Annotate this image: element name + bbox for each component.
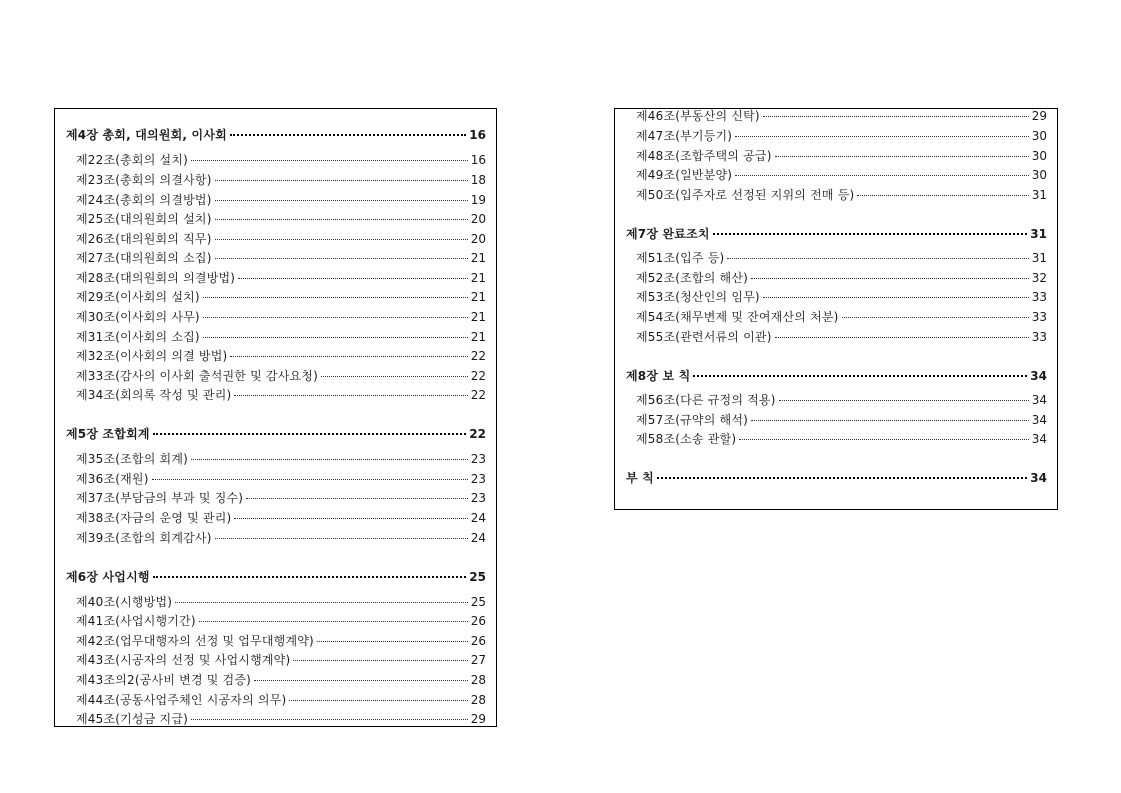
toc-entry-title: 제55조(관련서류의 이관) — [636, 330, 772, 344]
toc-entry-title: 제42조(업무대행자의 선정 및 업무대행계약) — [76, 634, 314, 648]
toc-chapter-entry[interactable] — [66, 568, 486, 586]
toc-entry-title: 제6장 사업시행 — [66, 570, 150, 584]
dot-leader — [763, 297, 1029, 298]
dot-leader — [775, 337, 1029, 338]
toc-entry-title: 제43조(시공자의 선정 및 사업시행계약) — [76, 653, 291, 667]
dot-leader — [763, 116, 1029, 117]
toc-entry-page-number: 22 — [470, 349, 486, 363]
toc-article-entry[interactable] — [636, 108, 1047, 125]
dot-leader — [751, 278, 1029, 279]
toc-article-entry[interactable] — [76, 269, 486, 287]
toc-entry-title: 제49조(일반분양) — [636, 168, 733, 182]
toc-article-entry[interactable] — [636, 127, 1047, 145]
toc-article-entry[interactable] — [76, 249, 486, 267]
dot-leader — [215, 219, 468, 220]
toc-article-entry[interactable] — [76, 288, 486, 306]
toc-article-entry[interactable] — [76, 386, 486, 404]
dot-leader — [735, 175, 1029, 176]
toc-article-entry[interactable] — [76, 612, 486, 630]
toc-article-entry[interactable] — [76, 529, 486, 547]
toc-article-entry[interactable] — [76, 593, 486, 611]
toc-entry-title: 제58조(소송 관할) — [636, 432, 737, 446]
dot-leader — [842, 317, 1029, 318]
dot-leader — [293, 660, 467, 661]
toc-entry-page-number: 34 — [1031, 413, 1047, 427]
toc-entry-page-number: 20 — [470, 212, 486, 226]
toc-entry-page-number: 21 — [470, 330, 486, 344]
toc-entry-title: 제35조(조합의 회계) — [76, 452, 188, 466]
toc-entry-page-number: 24 — [470, 511, 486, 525]
toc-panel-left — [54, 108, 497, 727]
toc-entry-page-number: 33 — [1031, 330, 1047, 344]
dot-leader — [739, 439, 1029, 440]
toc-article-entry[interactable] — [76, 210, 486, 228]
toc-entry-title: 제24조(총회의 의결방법) — [76, 193, 212, 207]
toc-entry-page-number: 34 — [1031, 432, 1047, 446]
toc-entry-page-number: 24 — [470, 531, 486, 545]
toc-entry-title: 제25조(대의원회의 설치) — [76, 212, 212, 226]
dot-leader — [152, 479, 468, 480]
toc-article-entry[interactable] — [76, 171, 486, 189]
toc-entry-page-number: 16 — [469, 128, 486, 142]
dot-leader — [203, 317, 468, 318]
dot-leader — [234, 518, 467, 519]
toc-entry-page-number: 26 — [470, 614, 486, 628]
toc-entry-title: 제36조(재원) — [76, 472, 149, 486]
toc-article-entry[interactable] — [76, 367, 486, 385]
toc-entry-title: 제30조(이사회의 사무) — [76, 310, 200, 324]
toc-entry-title: 제34조(회의록 작성 및 관리) — [76, 388, 232, 402]
toc-entry-title: 제50조(입주자로 선정된 지위의 전매 등) — [636, 188, 855, 202]
toc-entry-page-number: 30 — [1031, 149, 1047, 163]
toc-article-entry[interactable] — [76, 489, 486, 507]
dot-leader — [775, 156, 1029, 157]
dot-leader — [234, 395, 467, 396]
toc-article-entry[interactable] — [76, 328, 486, 346]
toc-entry-page-number: 31 — [1030, 227, 1047, 241]
toc-entry-page-number: 21 — [470, 310, 486, 324]
toc-entry-title: 제32조(이사회의 의결 방법) — [76, 349, 228, 363]
dot-leader — [246, 498, 468, 499]
toc-article-entry[interactable] — [636, 288, 1047, 306]
dot-leader — [203, 337, 468, 338]
toc-entry-page-number: 34 — [1031, 393, 1047, 407]
toc-entry-page-number: 34 — [1030, 471, 1047, 485]
toc-entry-page-number: 21 — [470, 251, 486, 265]
toc-chapter-entry[interactable] — [626, 225, 1047, 243]
dot-leader — [238, 278, 468, 279]
toc-entry-title: 제53조(청산인의 임무) — [636, 290, 760, 304]
toc-entry-title: 제7장 완료조치 — [626, 227, 710, 241]
toc-article-entry[interactable] — [636, 328, 1047, 346]
dot-leader — [191, 160, 468, 161]
dot-leader — [175, 602, 468, 603]
toc-entry-page-number: 16 — [470, 153, 486, 167]
toc-article-entry[interactable] — [636, 308, 1047, 326]
toc-entry-title: 제47조(부기등기) — [636, 129, 733, 143]
toc-entry-page-number: 23 — [470, 452, 486, 466]
toc-entry-title: 제40조(시행방법) — [76, 595, 173, 609]
toc-entry-title: 제48조(조합주택의 공급) — [636, 149, 772, 163]
toc-entry-page-number: 29 — [470, 712, 486, 726]
toc-entry-title: 제38조(자금의 운영 및 관리) — [76, 511, 232, 525]
dot-leader — [153, 576, 467, 578]
toc-article-entry[interactable] — [636, 147, 1047, 165]
toc-entry-page-number: 22 — [470, 388, 486, 402]
toc-entry-page-number: 30 — [1031, 129, 1047, 143]
toc-article-entry[interactable] — [636, 411, 1047, 429]
toc-entry-title: 제37조(부담금의 부과 및 징수) — [76, 491, 244, 505]
dot-leader — [215, 258, 468, 259]
toc-entry-title: 제8장 보 칙 — [626, 369, 691, 383]
dot-leader — [230, 134, 466, 136]
toc-entry-title: 제33조(감사의 이사회 출석권한 및 감사요청) — [76, 369, 318, 383]
toc-article-entry[interactable] — [76, 230, 486, 248]
dot-leader — [203, 297, 468, 298]
toc-article-entry[interactable] — [636, 186, 1047, 204]
toc-entry-title: 제23조(총회의 의결사항) — [76, 173, 212, 187]
toc-entry-title: 제29조(이사회의 설치) — [76, 290, 200, 304]
dot-leader — [779, 400, 1029, 401]
toc-entry-page-number: 25 — [469, 570, 486, 584]
toc-entry-page-number: 21 — [470, 271, 486, 285]
toc-article-entry[interactable] — [76, 347, 486, 365]
toc-article-entry[interactable] — [76, 671, 486, 689]
dot-leader — [727, 258, 1028, 259]
toc-chapter-entry[interactable] — [66, 126, 486, 144]
dot-leader — [153, 433, 467, 435]
toc-entry-title: 제22조(총회의 설치) — [76, 153, 188, 167]
toc-entry-page-number: 19 — [470, 193, 486, 207]
dot-leader — [713, 233, 1028, 235]
toc-article-entry[interactable] — [76, 509, 486, 527]
toc-entry-title: 제41조(사업시행기간) — [76, 614, 196, 628]
dot-leader — [191, 719, 468, 720]
dot-leader — [230, 356, 467, 357]
toc-article-entry[interactable] — [636, 249, 1047, 267]
toc-entry-title: 제51조(입주 등) — [636, 251, 725, 265]
toc-entry-page-number: 22 — [469, 427, 486, 441]
toc-entry-title: 제5장 조합회계 — [66, 427, 150, 441]
toc-entry-title: 제54조(채무변제 및 잔여재산의 처분) — [636, 310, 839, 324]
toc-article-entry[interactable] — [76, 651, 486, 669]
toc-article-entry[interactable] — [76, 151, 486, 169]
toc-entry-title: 제26조(대의원회의 직무) — [76, 232, 212, 246]
toc-entry-page-number: 25 — [470, 595, 486, 609]
dot-leader — [215, 538, 468, 539]
toc-entry-title: 제28조(대의원회의 의결방법) — [76, 271, 236, 285]
toc-panel-right — [614, 108, 1058, 510]
toc-entry-page-number: 33 — [1031, 290, 1047, 304]
dot-leader — [317, 641, 468, 642]
dot-leader — [289, 700, 467, 701]
toc-entry-page-number: 27 — [470, 653, 486, 667]
toc-entry-title: 제44조(공동사업주체인 시공자의 의무) — [76, 693, 287, 707]
dot-leader — [857, 195, 1028, 196]
dot-leader — [693, 375, 1027, 377]
toc-article-entry[interactable] — [636, 166, 1047, 184]
toc-article-entry[interactable] — [76, 470, 486, 488]
toc-entry-page-number: 23 — [470, 491, 486, 505]
toc-article-entry[interactable] — [636, 430, 1047, 448]
dot-leader — [751, 420, 1029, 421]
toc-chapter-entry[interactable] — [626, 367, 1047, 385]
dot-leader — [191, 459, 468, 460]
toc-entry-title: 제27조(대의원회의 소집) — [76, 251, 212, 265]
dot-leader — [199, 621, 468, 622]
toc-entry-title: 제45조(기성금 지급) — [76, 712, 188, 726]
toc-entry-page-number: 22 — [470, 369, 486, 383]
dot-leader — [215, 200, 468, 201]
toc-entry-title: 제52조(조합의 해산) — [636, 271, 748, 285]
toc-entry-page-number: 33 — [1031, 310, 1047, 324]
toc-entry-title: 부 칙 — [626, 471, 654, 485]
dot-leader — [735, 136, 1029, 137]
toc-article-entry[interactable] — [76, 710, 486, 727]
toc-article-entry[interactable] — [636, 391, 1047, 409]
toc-entry-page-number: 21 — [470, 290, 486, 304]
dot-leader — [657, 477, 1027, 479]
toc-entry-page-number: 26 — [470, 634, 486, 648]
toc-entry-page-number: 28 — [470, 673, 486, 687]
toc-entry-page-number: 32 — [1031, 271, 1047, 285]
toc-entry-title: 제57조(규약의 해석) — [636, 413, 748, 427]
dot-leader — [215, 180, 468, 181]
dot-leader — [321, 376, 468, 377]
toc-entry-page-number: 23 — [470, 472, 486, 486]
toc-chapter-entry[interactable] — [66, 425, 486, 443]
toc-entry-title: 제31조(이사회의 소집) — [76, 330, 200, 344]
toc-entry-title: 제43조의2(공사비 변경 및 검증) — [76, 673, 252, 687]
dot-leader — [215, 239, 468, 240]
toc-chapter-entry[interactable] — [626, 469, 1047, 487]
toc-entry-page-number: 20 — [470, 232, 486, 246]
toc-article-entry[interactable] — [76, 691, 486, 709]
toc-entry-page-number: 28 — [470, 693, 486, 707]
toc-entry-title: 제46조(부동산의 신탁) — [636, 109, 760, 123]
toc-entry-page-number: 31 — [1031, 188, 1047, 202]
toc-entry-title: 제39조(조합의 회계감사) — [76, 531, 212, 545]
toc-article-entry[interactable] — [76, 308, 486, 326]
toc-entry-page-number: 34 — [1030, 369, 1047, 383]
toc-article-entry[interactable] — [636, 269, 1047, 287]
toc-article-entry[interactable] — [76, 450, 486, 468]
dot-leader — [254, 680, 468, 681]
toc-article-entry[interactable] — [76, 632, 486, 650]
toc-entry-title: 제4장 총회, 대의원회, 이사회 — [66, 128, 227, 142]
toc-entry-page-number: 18 — [470, 173, 486, 187]
toc-entry-page-number: 29 — [1031, 109, 1047, 123]
toc-entry-title: 제56조(다른 규정의 적용) — [636, 393, 776, 407]
toc-article-entry[interactable] — [76, 191, 486, 209]
toc-entry-page-number: 30 — [1031, 168, 1047, 182]
toc-entry-page-number: 31 — [1031, 251, 1047, 265]
